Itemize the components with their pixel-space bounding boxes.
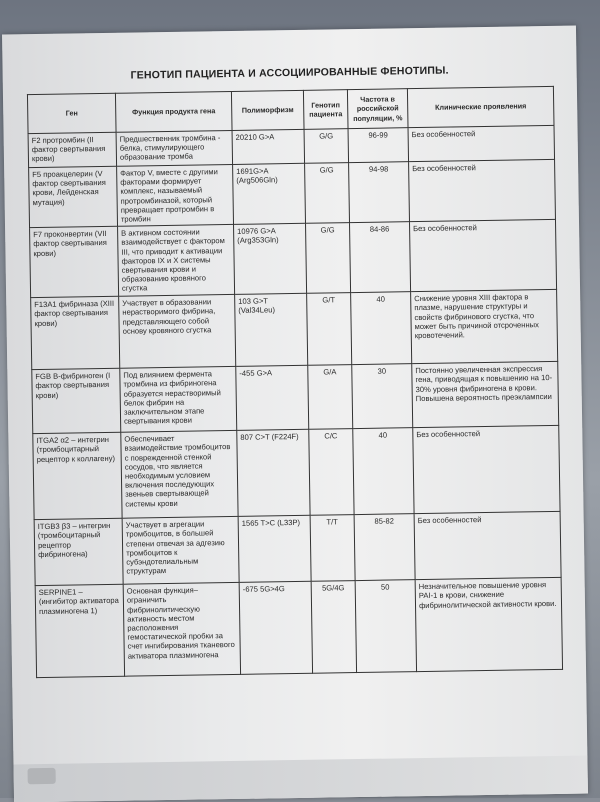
cell-genotype: G/G [305, 163, 350, 224]
genotype-table [27, 86, 563, 678]
cell-function: Обеспечивает взаимодействие тромбоцитов с поврежденной стенкой сосудов, что является необходимым условием включения последующих звеньев свертывающей системы крови [121, 431, 238, 519]
cell-gene: ITGB3 β3 – интегрин (тромбоцитарный рецептор фибриногена) [34, 518, 123, 585]
cell-clinical: Без особенностей [408, 125, 555, 161]
cell-function: Основная функция– ограничить фибринолитическую активность местом расположения гемостатической пробки за счет ингибирования тканевого активатора плазминогена [123, 583, 240, 677]
cell-gene: FGB B-фибриноген (I фактор свертывания крови) [32, 368, 121, 433]
cell-polymorphism: 1565 T>C (L33P) [238, 515, 311, 582]
cell-genotype: G/G [306, 223, 351, 294]
cell-clinical: Постоянно увеличенная экспрессия гена, приводящая к повышению на 10-30% уровня фибриногена в крови. Повышена вероятность преэклампсии [412, 362, 559, 428]
column-header-gene: Ген [27, 93, 116, 133]
cell-gene: SERPINE1 – (ингибитор активатора плазминогена 1) [35, 584, 124, 677]
cell-clinical: Без особенностей [414, 512, 561, 580]
cell-frequency: 85-82 [354, 514, 415, 581]
table-row [32, 362, 559, 434]
cell-frequency: 84-86 [350, 222, 411, 293]
cell-genotype: G/T [307, 293, 352, 366]
document-title: ГЕНОТИП ПАЦИЕНТА И АССОЦИИРОВАННЫЕ ФЕНОТИПЫ. [130, 64, 449, 82]
cell-function: Фактор V, вместе с другими факторами формирует комплекс, называемый протромбиназой, который превращает протромбин в тромбин [117, 164, 234, 226]
cell-polymorphism: -675 5G>4G [239, 581, 312, 674]
cell-gene: F7 проконвертин (VII фактор свертывания крови) [30, 226, 119, 297]
table-row [31, 290, 558, 370]
column-header-polymorphism: Полиморфизм [231, 90, 304, 130]
cell-genotype: 5G/4G [311, 581, 356, 674]
cell-clinical: Снижение уровня XIII фактора в плазме, нарушение структуры и свойств фибринового сгустка, что может быть причиной отсроченных кровотечений. [411, 290, 558, 364]
paper-sheet [2, 26, 588, 802]
cell-polymorphism: 20210 G>A [232, 129, 305, 164]
cell-polymorphism: 103 G>T (Val34Leu) [235, 294, 308, 367]
column-header-function: Функция продукта гена [115, 91, 232, 132]
cell-genotype: G/G [304, 129, 349, 164]
cell-function: Участвует в образовании нерастворимого фибрина, представляющего собой основу кровяного сгустка [119, 295, 236, 369]
cell-gene: F13A1 фибриназа (XIII фактор свертывания крови) [31, 296, 120, 369]
cell-polymorphism: 1691G>A (Arg506Gln) [233, 163, 306, 224]
table-row [34, 512, 561, 586]
column-header-clinical: Клинические проявления [407, 86, 554, 127]
cell-clinical: Незначительное повышение уровня PAI-1 в крови, снижение фибринолитической активности крови. [415, 578, 562, 672]
cell-frequency: 40 [351, 292, 412, 365]
cell-frequency: 94-98 [349, 162, 410, 223]
cell-function: Под влиянием фермента тромбина из фибриногена образуется нерастворимый белок фибрин на заключительном этапе свертывания крови [120, 367, 237, 433]
cell-gene: F2 протромбин (II фактор свертывания крови) [28, 132, 117, 167]
cell-frequency: 96-99 [348, 128, 409, 163]
table-row [30, 220, 557, 298]
cell-frequency: 40 [353, 428, 414, 515]
table-row [35, 578, 562, 678]
column-header-frequency: Частота в российской популяции, % [347, 89, 408, 129]
table-row [33, 426, 560, 520]
table-row [29, 159, 556, 227]
cell-function: В активном состоянии взаимодействует с фактором III, что приводит к активации факторов IX и X системы свертывания крови и образованию кровяного сгустка [118, 225, 235, 297]
cell-polymorphism: 807 C>T (F224F) [237, 430, 310, 517]
cell-polymorphism: -455 G>A [236, 366, 309, 431]
cell-clinical: Без особенностей [409, 159, 556, 222]
cell-genotype: C/C [309, 429, 354, 516]
cell-gene: F5 проакцелерин (V фактор свертывания крови, Лейденская мутация) [29, 166, 118, 228]
cell-polymorphism: 10976 G>A (Arg353Gln) [234, 224, 307, 295]
cell-clinical: Без особенностей [409, 220, 556, 292]
column-header-genotype: Генотип пациента [303, 90, 348, 130]
cell-function: Предшественник тромбина - белка, стимулирующего образование тромба [116, 130, 233, 166]
footer-logo-mark [28, 768, 56, 784]
cell-frequency: 30 [352, 364, 413, 429]
cell-function: Участвует в агрегации тромбоцитов, в большей степени отвечая за адгезию тромбоцитов к субэндотелиальным структурам [122, 517, 239, 585]
cell-genotype: G/A [308, 365, 353, 430]
cell-genotype: T/T [310, 515, 355, 582]
cell-gene: ITGA2 α2 – интегрин (тромбоцитарный рецептор к коллагену) [33, 432, 122, 519]
cell-clinical: Без особенностей [413, 426, 560, 514]
cell-frequency: 50 [355, 580, 416, 673]
